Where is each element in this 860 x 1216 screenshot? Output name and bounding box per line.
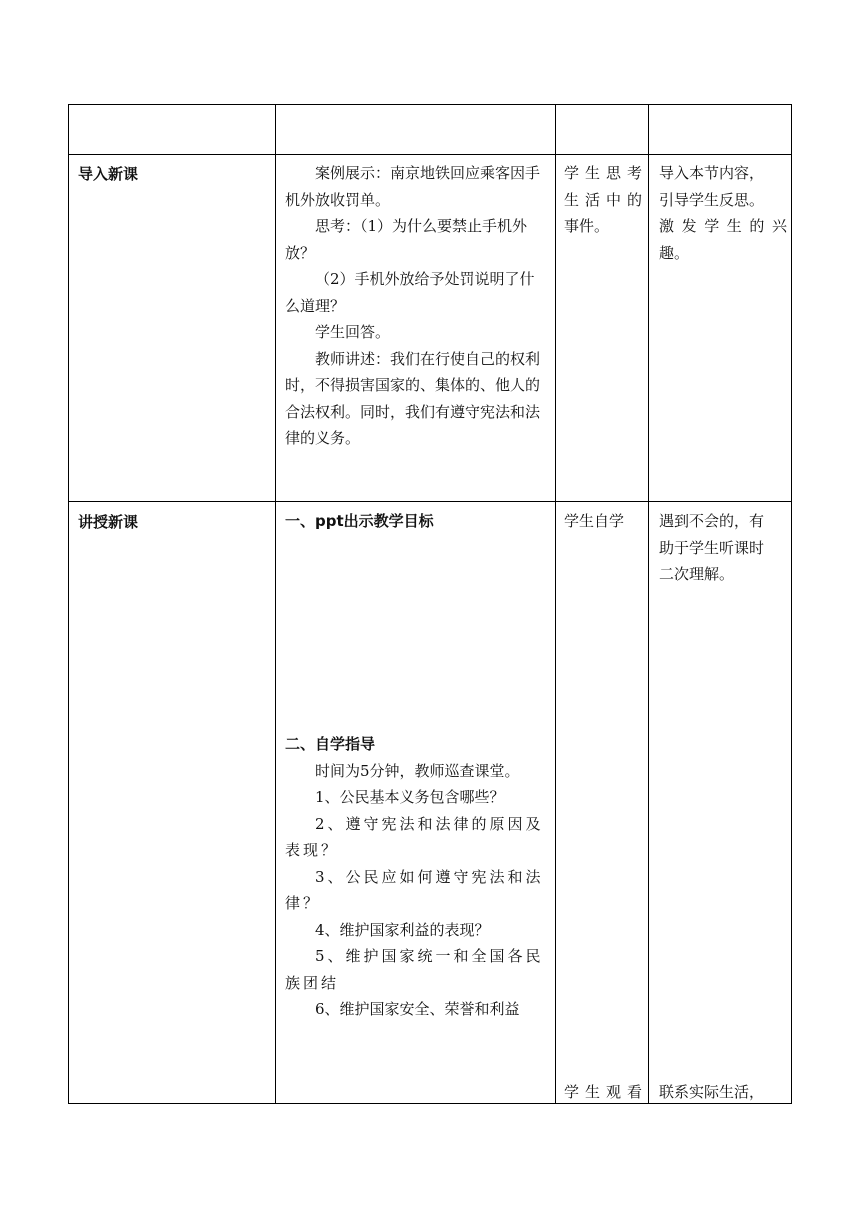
purpose-line: 引导学生反思。 <box>659 190 765 209</box>
teacher-explanation: 教师讲述：我们在行使自己的权利时，不得损害国家的、集体的、他人的合法权利。同时，我们有遵守宪法和法律的义务。 <box>285 349 541 447</box>
intro-row-label: 导入新课 <box>78 165 139 183</box>
row-divider <box>69 501 791 502</box>
purpose-line: 助于学生听课时 <box>659 538 765 557</box>
teach-row-label: 讲授新课 <box>78 513 139 531</box>
guide-question: 5、维护国家统一和全国各民族团结 <box>285 947 544 992</box>
teach-student-activity-1: 学生自学 <box>564 512 625 530</box>
teach-purpose <box>659 508 787 588</box>
column-divider <box>555 105 556 1103</box>
student-answer-text: 学生回答。 <box>315 323 391 341</box>
teach-purpose-2: 联系实际生活， <box>659 1083 765 1101</box>
time-note: 时间为5分钟，教师巡查课堂。 <box>315 761 520 780</box>
intro-purpose <box>659 160 787 266</box>
column-divider <box>275 105 276 1103</box>
purpose-line: 二次理解。 <box>659 565 735 583</box>
student-activity-line: 学生思考 <box>564 164 642 182</box>
guide-question: 2、遵守宪法和法律的原因及表现？ <box>285 814 544 859</box>
think-question-2: （2）手机外放给予处罚说明了什么道理？ <box>285 270 535 315</box>
guide-question: 6、维护国家安全、荣誉和利益 <box>315 1000 520 1018</box>
student-activity-line: 事件。 <box>564 217 610 235</box>
purpose-line: 遇到不会的，有 <box>659 512 765 530</box>
think-question-1: 思考：（1）为什么要禁止手机外放？ <box>285 217 528 262</box>
purpose-line: 趣。 <box>659 243 690 262</box>
row-divider <box>69 154 791 155</box>
intro-student-activity <box>564 160 642 240</box>
guide-question: 3、公民应如何遵守宪法和法律？ <box>285 867 544 912</box>
section-title: 二、自学指导 <box>285 735 376 753</box>
teach-section-1-title <box>285 508 549 535</box>
purpose-line: 激发学生的兴 <box>659 217 787 235</box>
student-activity-line: 生活中的 <box>564 190 642 209</box>
intro-content <box>285 160 549 452</box>
column-divider <box>648 105 649 1103</box>
guide-question: 1、公民基本义务包含哪些？ <box>315 788 505 806</box>
case-text: 案例展示：南京地铁回应乘客因手机外放收罚单。 <box>285 164 541 209</box>
lesson-plan-table <box>68 104 792 1104</box>
purpose-line: 导入本节内容， <box>659 164 765 182</box>
section-title: 一、ppt出示教学目标 <box>285 512 434 530</box>
guide-question: 4、维护国家利益的表现？ <box>315 920 490 939</box>
teach-section-2 <box>285 731 549 1023</box>
teach-student-activity-2: 学生观看 <box>564 1083 642 1101</box>
